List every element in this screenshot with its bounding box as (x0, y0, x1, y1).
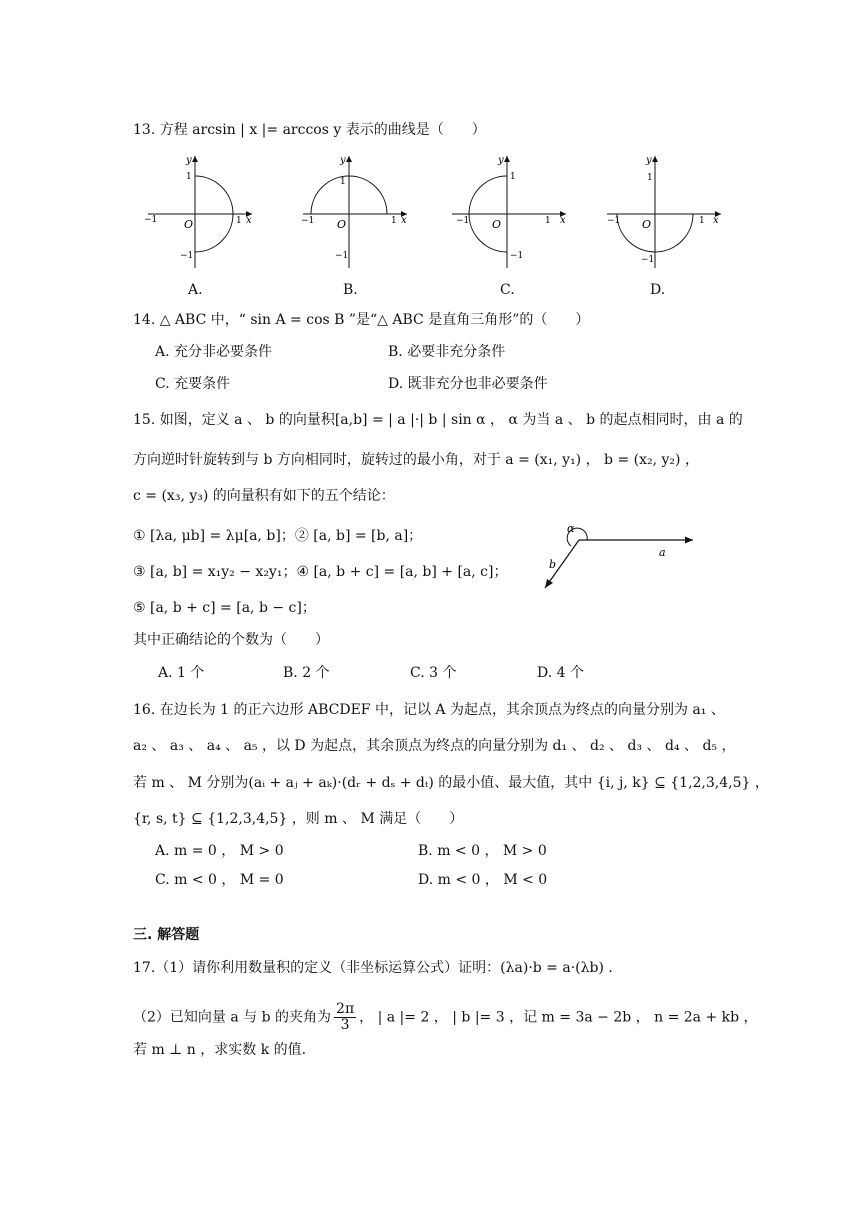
svg-text:y: y (646, 155, 652, 166)
q14-option-d: D. 既非充分也非必要条件 (388, 376, 548, 392)
q15-question: 其中正确结论的个数为（ ） (133, 632, 329, 648)
svg-text:y: y (498, 155, 504, 166)
q15-option-d: D. 4 个 (537, 665, 584, 681)
svg-text:−1: −1 (456, 216, 470, 226)
svg-text:1: 1 (236, 216, 242, 226)
svg-text:1: 1 (186, 172, 192, 182)
svg-text:1: 1 (391, 216, 397, 226)
svg-text:1: 1 (647, 173, 653, 183)
q13-graph-b (295, 150, 415, 270)
q15-conclusion-1-2: ① [λa, μb] = λμ[a, b]；② [a, b] = [b, a]； (133, 528, 423, 544)
svg-text:O: O (184, 218, 194, 231)
q17-line1: 17.（1）请你利用数量积的定义（非坐标运算公式）证明：(λa)·b = a·(λb) . (133, 960, 613, 976)
q13-graph-a (140, 150, 260, 270)
q15-option-a: A. 1 个 (158, 665, 205, 681)
q16-line3: 若 m 、 M 分别为(aᵢ + aⱼ + aₖ)·(dᵣ + dₛ + dₜ) 的最小值、最大值，其中 {i, j, k} ⊆ {1,2,3,4,5} ， (133, 775, 769, 791)
svg-text:x: x (246, 215, 252, 226)
q13-graph-c (450, 150, 570, 270)
svg-text:−1: −1 (335, 251, 349, 261)
q16-option-a: A. m = 0 ， M > 0 (155, 843, 284, 859)
svg-text:x: x (713, 215, 719, 226)
q17-line2-a: （2）已知向量 a 与 b 的夹角为 (133, 1009, 332, 1026)
q16-line1: 16. 在边长为 1 的正六边形 ABCDEF 中，记以 A 为起点，其余顶点为终点的向量分别为 a₁ 、 (133, 702, 725, 718)
q15-vector-figure (535, 518, 705, 598)
svg-text:1: 1 (545, 216, 551, 226)
q13-stem: 13. 方程 arcsin | x |= arccos y 表示的曲线是（ ） (133, 122, 486, 138)
svg-text:O: O (642, 218, 652, 231)
fraction-numerator: 2π (336, 1001, 355, 1017)
q14-option-c: C. 充要条件 (155, 376, 231, 392)
svg-text:y: y (340, 155, 346, 166)
q14-option-a: A. 充分非必要条件 (155, 344, 273, 360)
q15-option-c: C. 3 个 (410, 665, 457, 681)
q16-line4: {r, s, t} ⊆ {1,2,3,4,5} ，则 m 、 M 满足（ ） (133, 811, 464, 827)
q15-line3: c = (x₃, y₃) 的向量积有如下的五个结论： (133, 488, 395, 504)
q14-option-b: B. 必要非充分条件 (388, 344, 506, 360)
svg-text:1: 1 (340, 177, 346, 187)
fraction-denominator: 3 (340, 1017, 350, 1033)
svg-text:O: O (337, 218, 347, 231)
svg-text:−1: −1 (607, 216, 621, 226)
section-heading: 三. 解答题 (133, 927, 200, 943)
q17-line3: 若 m ⊥ n ，求实数 k 的值. (133, 1042, 307, 1058)
svg-text:−1: −1 (144, 215, 158, 225)
q17-line2 (133, 1002, 758, 1033)
q15-line1: 15. 如图，定义 a 、 b 的向量积[a,b] = | a |·| b | sin α ， α 为当 a 、 b 的起点相同时，由 a 的 (133, 412, 743, 428)
q15-option-b: B. 2 个 (283, 665, 330, 681)
svg-text:−1: −1 (510, 251, 524, 261)
vector-a-label: a (659, 546, 666, 559)
q13-graph-d (605, 150, 725, 270)
q15-conclusion-3-4: ③ [a, b] = x₁y₂ − x₂y₁；④ [a, b + c] = [a, b] + [a, c]； (133, 564, 508, 580)
q17-line2-b: ， | a |= 2 ， | b |= 3 ，记 m = 3a − 2b ， n = 2a + kb ， (359, 1009, 758, 1026)
vector-b-label: b (549, 558, 557, 571)
fraction (334, 1002, 356, 1033)
q13-label-a: A. (188, 282, 203, 298)
q16-line2: a₂ 、 a₃ 、 a₄ 、 a₅ ，以 D 为起点，其余顶点为终点的向量分别为 d₁ 、 d₂ 、 d₃ 、 d₄ 、 d₅ ， (133, 738, 736, 754)
svg-text:1: 1 (510, 172, 516, 182)
q16-option-b: B. m < 0 ， M > 0 (418, 843, 547, 859)
svg-text:1: 1 (699, 216, 705, 226)
q14-stem: 14. △ ABC 中，“ sin A = cos B ”是“△ ABC 是直角三角形”的（ ） (133, 312, 590, 328)
svg-text:x: x (560, 215, 566, 226)
q15-conclusion-5: ⑤ [a, b + c] = [a, b − c]； (133, 600, 316, 616)
svg-text:−1: −1 (180, 251, 194, 261)
q16-option-d: D. m < 0 ， M < 0 (418, 872, 548, 888)
svg-text:−1: −1 (301, 216, 315, 226)
svg-text:O: O (492, 218, 502, 231)
q13-label-d: D. (650, 282, 666, 298)
svg-text:x: x (401, 215, 407, 226)
svg-text:−1: −1 (641, 255, 655, 265)
q16-option-c: C. m < 0 ， M = 0 (155, 872, 284, 888)
q13-label-b: B. (343, 282, 358, 298)
q15-line2: 方向逆时针旋转到与 b 方向相同时，旋转过的最小角，对于 a = (x₁, y₁) ， b = (x₂, y₂) ， (133, 452, 699, 468)
q13-label-c: C. (500, 282, 515, 298)
alpha-label: α (567, 522, 575, 535)
svg-text:y: y (186, 155, 192, 166)
